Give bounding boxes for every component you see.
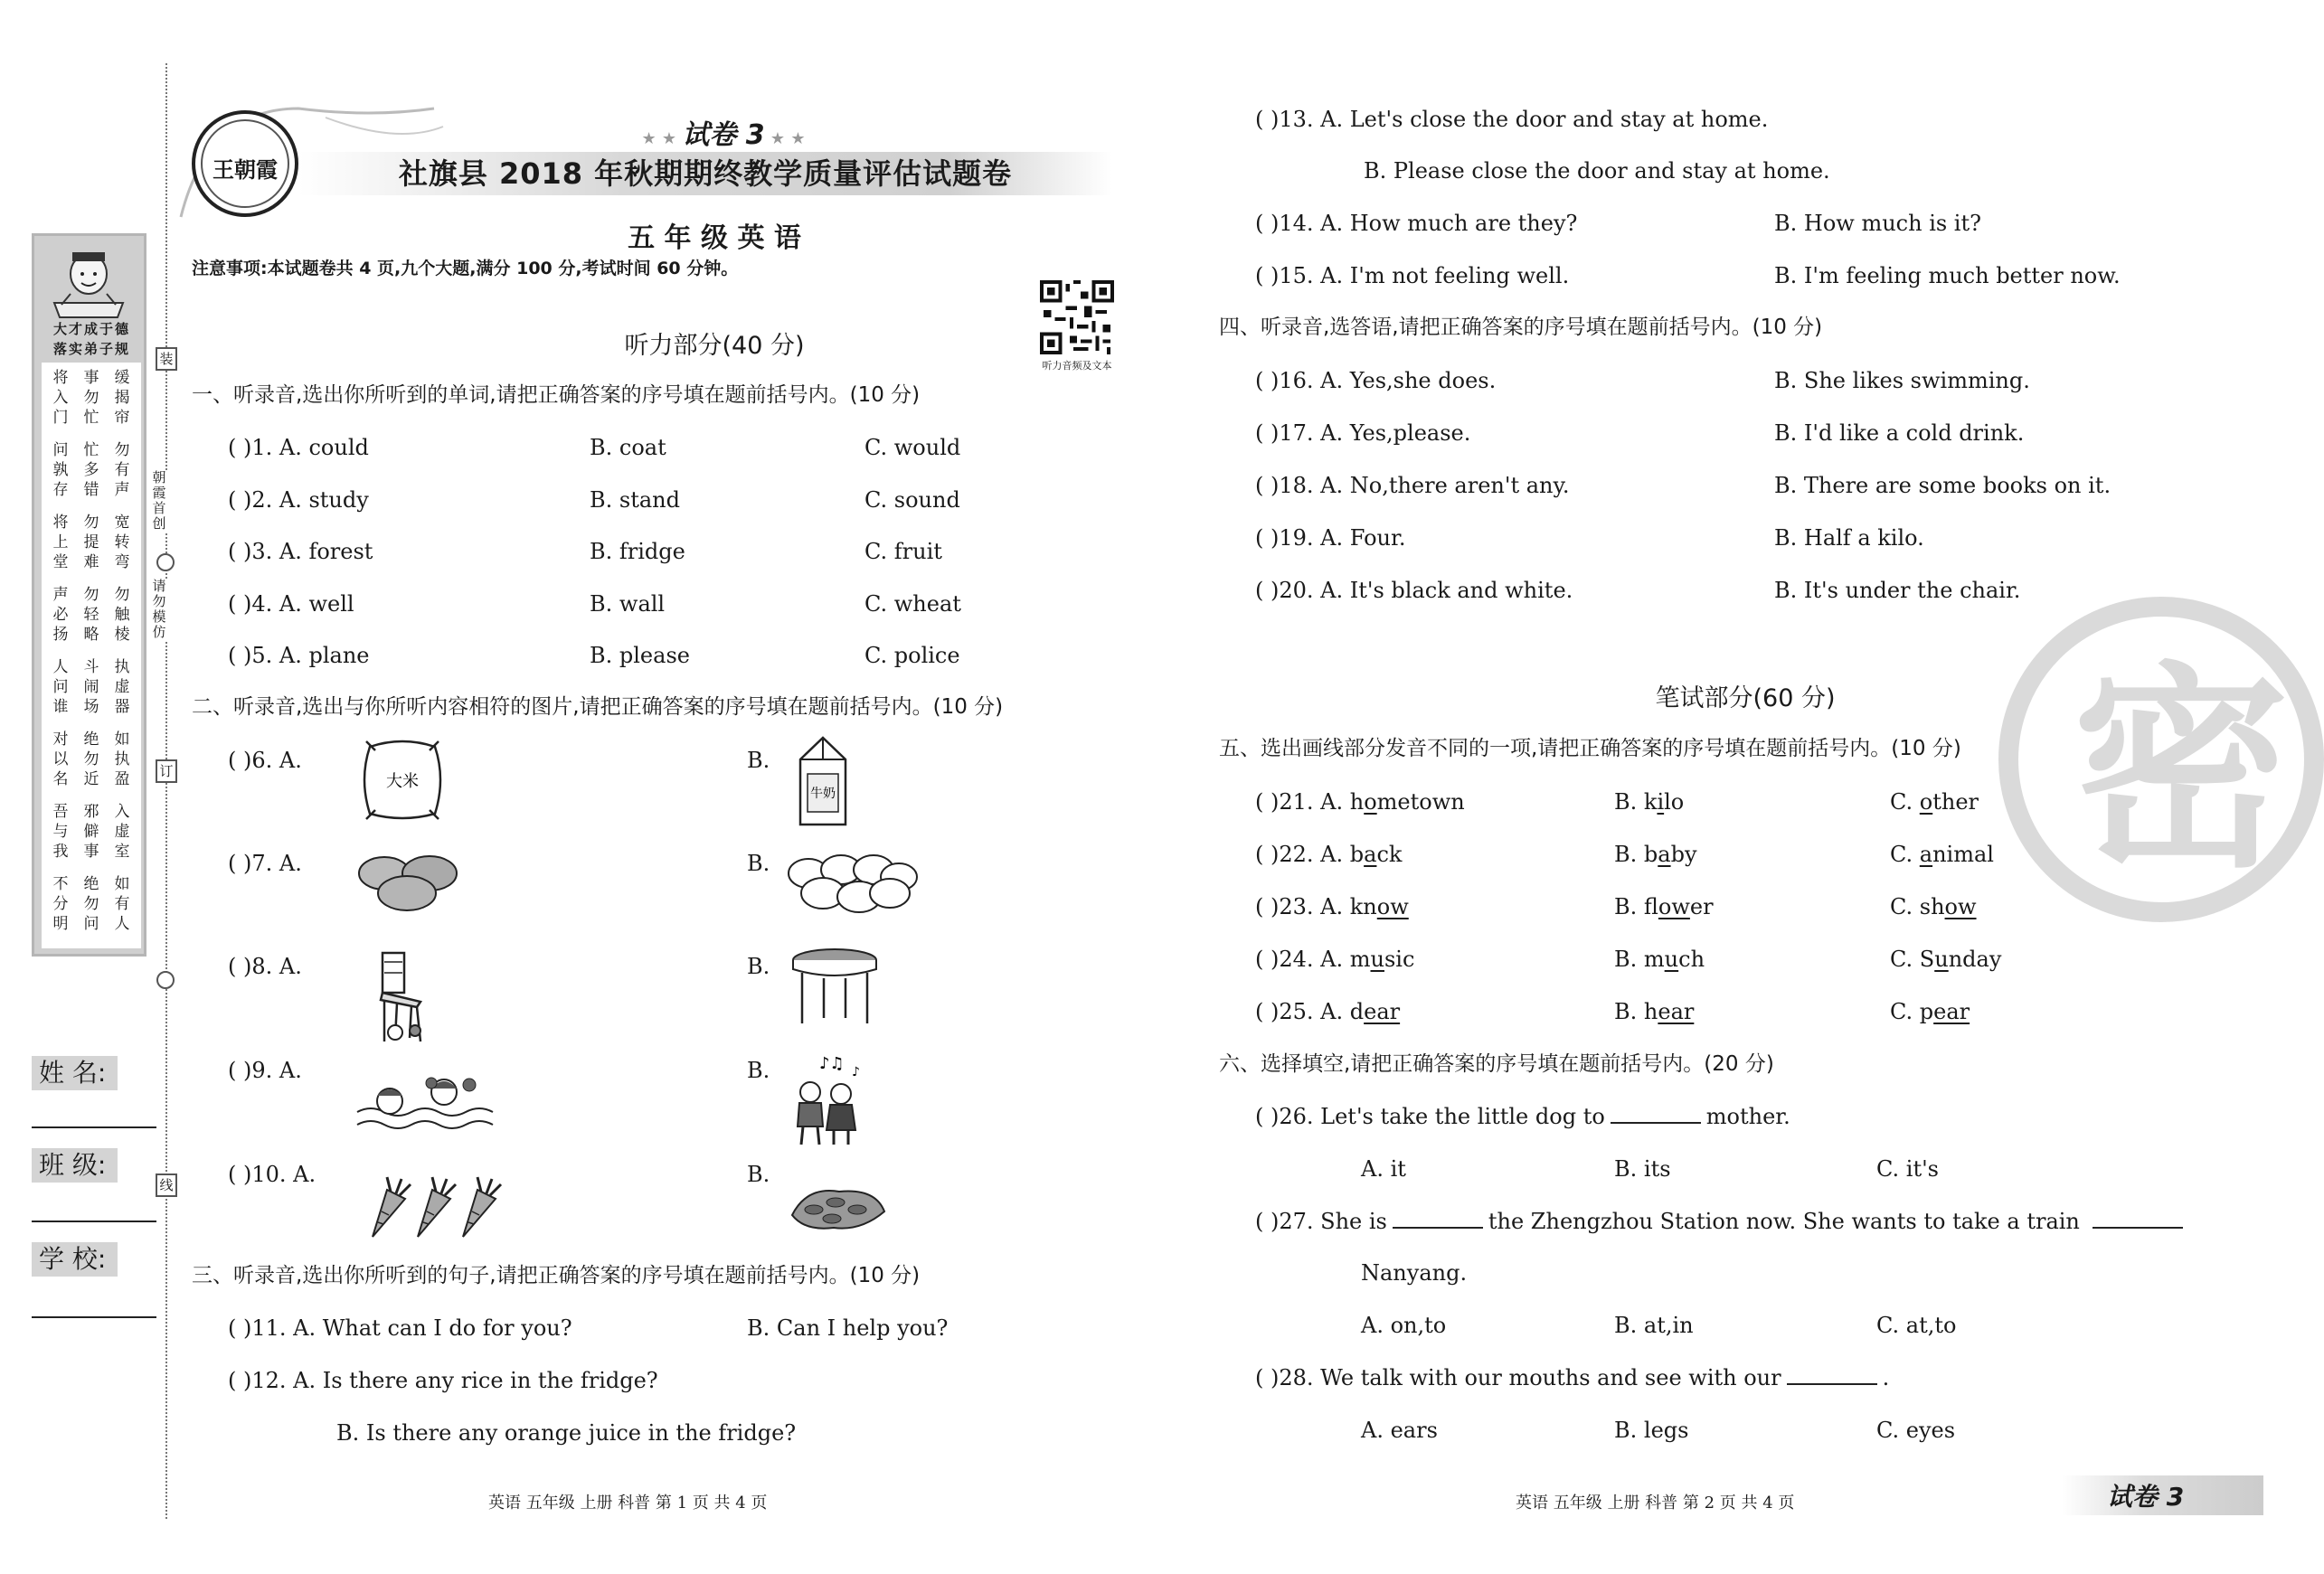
- s4-item-16-option-a: ( )16. A. Yes,she does.: [1255, 368, 1497, 393]
- section4-heading: 四、听录音,选答语,请把正确答案的序号填在题前括号内。(10 分): [1219, 316, 1823, 339]
- poem-char: 有: [114, 895, 130, 913]
- poem-char: 邪: [83, 803, 99, 821]
- logo-text: 王朝霞: [213, 156, 278, 183]
- s5-item-21-option-c: [1890, 788, 1979, 815]
- round-table-image[interactable]: [789, 946, 880, 1027]
- s5-b-part1: B. k: [1614, 789, 1658, 815]
- s5-b-underlined: a: [1658, 842, 1671, 867]
- listening-heading: 听力部分(40 分): [624, 332, 805, 360]
- q27-text-c: Nanyang.: [1361, 1260, 1468, 1286]
- poem-char: 虚: [114, 823, 130, 841]
- poem-char: 明: [52, 915, 69, 933]
- s1-item-2-option-b: B. stand: [590, 486, 680, 513]
- s5-a-part1: m: [1349, 947, 1371, 972]
- section3-heading: 三、听录音,选出你所听到的句子,请把正确答案的序号填在题前括号内。(10 分): [192, 1264, 921, 1287]
- poem-char: 盈: [114, 770, 130, 788]
- q26-option-c: C. it's: [1876, 1156, 1939, 1182]
- name-label: 姓 名:: [32, 1056, 118, 1090]
- poem-char: 人: [52, 658, 69, 676]
- q12-option-a: ( )12. A. Is there any rice in the fridge?: [228, 1368, 658, 1393]
- q27-option-c: C. at,to: [1876, 1313, 1957, 1338]
- sidebar-motto-line-2: 落实弟子规: [52, 341, 130, 357]
- potatoes-image[interactable]: [357, 850, 466, 913]
- poem-char: 宽: [114, 514, 130, 532]
- s1-item-1-option-b: B. coat: [590, 435, 666, 460]
- s4-item-18-option-b: B. There are some books on it.: [1774, 473, 2111, 498]
- q7-label: ( )7. A.: [228, 851, 302, 876]
- poem-char: 弯: [114, 553, 130, 571]
- s1-item-4-option-b: B. wall: [590, 590, 666, 617]
- s5-item-24-option-c: [1890, 946, 2001, 973]
- s5-item-23-option-c: [1890, 893, 1977, 920]
- s1-item-1-option-a: ( )1. A. could: [228, 435, 369, 460]
- s5-b-underlined: i: [1657, 789, 1665, 815]
- s4-item-20-option-a: ( )20. A. It's black and white.: [1255, 578, 1573, 603]
- poem-char: 执: [114, 750, 130, 768]
- poem-char: 勿: [83, 586, 99, 604]
- poem-char: 将: [52, 514, 69, 532]
- s5-b-part1: B. h: [1614, 999, 1658, 1024]
- buns-image[interactable]: [785, 853, 921, 917]
- poem-char: 勿: [83, 750, 99, 768]
- s4-item-17-option-b: B. I'd like a cold drink.: [1774, 420, 2025, 446]
- svg-text:♪: ♪: [852, 1065, 860, 1079]
- poem-char: 转: [114, 533, 130, 551]
- s5-c-part3: nday: [1948, 947, 2002, 972]
- poem-char: 我: [52, 843, 69, 861]
- s5-a-underlined: u: [1370, 947, 1384, 972]
- poem-char: 事: [83, 843, 99, 861]
- s5-item-25-option-a: [1255, 998, 1400, 1025]
- sidebar-motto-line-1: 大才成于德: [52, 321, 130, 337]
- poem-char: 轻: [83, 606, 99, 624]
- q27-option-a: A. on,to: [1361, 1313, 1447, 1338]
- s1-item-5-option-a: ( )5. A. plane: [228, 643, 370, 668]
- svg-text:♪♫: ♪♫: [819, 1054, 845, 1073]
- s5-b-part3: ch: [1678, 947, 1705, 972]
- poem-char: 不: [52, 875, 69, 893]
- s5-item-25-option-b: [1614, 998, 1694, 1025]
- rice-bag-image[interactable]: [357, 734, 448, 825]
- s5-item-24-option-a: [1255, 946, 1414, 973]
- footer-right: 英语 五年级 上册 科普 第 2 页 共 4 页: [1516, 1494, 1795, 1513]
- binding-dotted-line: [165, 63, 167, 1519]
- q11-option-a: ( )11. A. What can I do for you?: [228, 1315, 572, 1341]
- bind-mark-zhuang: 装: [156, 347, 177, 371]
- q13-option-b: B. Please close the door and stay at home.: [1364, 158, 1830, 184]
- section2-heading: 二、听录音,选出与你所听内容相符的图片,请把正确答案的序号填在题前括号内。(10 分): [192, 695, 1004, 719]
- poem-char: 问: [52, 441, 69, 459]
- s5-prefix: ( )24. A.: [1255, 947, 1350, 972]
- s5-c-part1: C. S: [1890, 947, 1935, 972]
- scholar-figure-illustration: [34, 240, 144, 323]
- q28-option-a: A. ears: [1361, 1418, 1438, 1443]
- s5-c-part1: C. p: [1890, 999, 1934, 1024]
- poem-char: 谁: [52, 698, 69, 716]
- s5-b-underlined: ear: [1658, 999, 1695, 1024]
- s5-a-part1: b: [1349, 842, 1365, 867]
- poem-char: 僻: [83, 823, 99, 841]
- q26-option-a: A. it: [1361, 1156, 1406, 1182]
- s5-b-part1: B. fl: [1614, 894, 1658, 919]
- s4-item-19-option-b: B. Half a kilo.: [1774, 525, 1924, 551]
- sidebar-panel: [32, 233, 146, 957]
- s5-a-part3: ck: [1376, 842, 1403, 867]
- s5-prefix: ( )23. A.: [1255, 894, 1350, 919]
- poem-char: 名: [52, 770, 69, 788]
- s5-a-part1: kn: [1349, 894, 1377, 919]
- q26-line: [1255, 1103, 1790, 1130]
- poem-char: 近: [83, 770, 99, 788]
- s1-item-4-option-a: ( )4. A. well: [228, 590, 354, 617]
- s1-item-3-option-b: B. fridge: [590, 539, 685, 564]
- poem-char: 声: [114, 481, 130, 499]
- poem-char: 入: [114, 803, 130, 821]
- poem-char: 忙: [83, 441, 99, 459]
- s5-a-part3: sic: [1384, 947, 1415, 972]
- s5-a-underlined: o: [1364, 789, 1377, 815]
- s5-b-part3: er: [1689, 894, 1714, 919]
- q10-b-label: B.: [747, 1162, 770, 1187]
- s4-item-19-option-a: ( )19. A. Four.: [1255, 525, 1406, 551]
- written-heading: 笔试部分(60 分): [1655, 684, 1836, 712]
- exam-subtitle: 五 年 级 英 语: [628, 222, 801, 254]
- poem-char: 有: [114, 461, 130, 479]
- q9-label: ( )9. A.: [228, 1058, 302, 1083]
- poem-char: 难: [83, 553, 99, 571]
- poem-char: 对: [52, 730, 69, 749]
- s1-item-5-option-c: C. police: [864, 643, 960, 668]
- paper-tag-text: 试卷 3: [682, 119, 765, 151]
- s4-item-16-option-b: B. She likes swimming.: [1774, 368, 2030, 393]
- s4-item-18-option-a: ( )18. A. No,there aren't any.: [1255, 473, 1570, 498]
- class-input-line[interactable]: [32, 1221, 156, 1222]
- s1-item-2-option-c: C. sound: [864, 486, 960, 513]
- beans-image[interactable]: [789, 1179, 888, 1233]
- chair-image[interactable]: [375, 947, 439, 1047]
- s5-b-part3: by: [1670, 842, 1697, 867]
- poem-char: 上: [52, 533, 69, 551]
- poem-char: 声: [52, 586, 69, 604]
- q6-b-label: B.: [747, 748, 770, 773]
- poem-char: 堂: [52, 553, 69, 571]
- school-input-line[interactable]: [32, 1316, 156, 1318]
- q28-option-c: C. eyes: [1876, 1418, 1956, 1443]
- q12-option-b: B. Is there any orange juice in the fridge?: [336, 1420, 797, 1446]
- poem-char: 勿: [83, 389, 99, 407]
- poem-char: 分: [52, 895, 69, 913]
- poem-char: 执: [114, 658, 130, 676]
- q26-text-a: ( )26. Let's take the little dog to: [1255, 1104, 1605, 1129]
- s4-item-20-option-b: B. It's under the chair.: [1774, 578, 2021, 603]
- s5-a-underlined: ear: [1364, 999, 1401, 1024]
- milk-carton-image[interactable]: [791, 734, 855, 828]
- vertical-mark-1: 朝霞首创: [150, 470, 168, 532]
- s5-c-underlined: o: [1919, 789, 1933, 815]
- poem-char: 触: [114, 606, 130, 624]
- s5-b-part3: lo: [1664, 789, 1685, 815]
- s5-a-part1: d: [1349, 999, 1365, 1024]
- q28-blank[interactable]: [1787, 1367, 1877, 1385]
- poem-char: 吾: [52, 803, 69, 821]
- s1-item-3-option-c: C. fruit: [864, 539, 942, 564]
- q27-line: [1255, 1208, 2188, 1235]
- carrots-image[interactable]: [360, 1172, 514, 1244]
- tag-stars-right: ★ ★: [764, 129, 806, 148]
- q11-option-b: B. Can I help you?: [747, 1315, 949, 1341]
- q6-label: ( )6. A.: [228, 748, 302, 773]
- s5-item-23-option-b: [1614, 893, 1714, 920]
- poem-char: 勿: [83, 895, 99, 913]
- exam-notice: 注意事项:本试题卷共 4 页,九个大题,满分 100 分,考试时间 60 分钟。: [192, 259, 739, 278]
- poem-char: 缓: [114, 369, 130, 387]
- poem-char: 如: [114, 875, 130, 893]
- bind-mark-xian: 线: [156, 1173, 177, 1197]
- tag-stars-left: ★ ★: [641, 129, 683, 148]
- q26-text-b: mother.: [1705, 1104, 1790, 1129]
- q8-b-label: B.: [747, 954, 770, 979]
- poem-char: 如: [114, 730, 130, 749]
- s5-c-part1: C. sh: [1890, 894, 1945, 919]
- poem-char: 略: [83, 626, 99, 644]
- section6-heading: 六、选择填空,请把正确答案的序号填在题前括号内。(20 分): [1219, 1052, 1774, 1076]
- s4-item-17-option-a: ( )17. A. Yes,please.: [1255, 420, 1471, 446]
- s5-prefix: ( )21. A.: [1255, 789, 1350, 815]
- poem-char: 必: [52, 606, 69, 624]
- paper-tag: [624, 112, 823, 152]
- poem-char: 勿: [83, 514, 99, 532]
- s5-c-part1: C.: [1890, 789, 1920, 815]
- s5-c-part1: C.: [1890, 842, 1920, 867]
- q27-text-b: the Zhengzhou Station now. She wants to take a train: [1488, 1209, 2080, 1234]
- s5-c-part3: nimal: [1932, 842, 1994, 867]
- q14-option-a: ( )14. A. How much are they?: [1255, 211, 1578, 236]
- s1-item-1-option-c: C. would: [864, 435, 961, 460]
- s5-c-underlined: ear: [1933, 999, 1970, 1024]
- s5-prefix: ( )22. A.: [1255, 842, 1350, 867]
- footer-tag: 试卷 3: [2107, 1482, 2185, 1512]
- poem-char: 将: [52, 369, 69, 387]
- s5-item-22-option-c: [1890, 841, 1994, 868]
- poem-char: 以: [52, 750, 69, 768]
- poem-char: 孰: [52, 461, 69, 479]
- poem-char: 问: [83, 915, 99, 933]
- watermark-text: 密: [2072, 644, 2290, 897]
- poem-char: 事: [83, 369, 99, 387]
- s5-a-underlined: a: [1364, 842, 1377, 867]
- s5-item-22-option-b: [1614, 841, 1697, 868]
- q26-option-b: B. its: [1614, 1156, 1671, 1182]
- s5-item-21-option-a: [1255, 788, 1465, 815]
- s5-c-underlined: a: [1919, 842, 1933, 867]
- s5-prefix: ( )25. A.: [1255, 999, 1350, 1024]
- swimming-kids-image[interactable]: [357, 1065, 493, 1137]
- class-label: 班 级:: [32, 1148, 118, 1183]
- binding-circle-2: [156, 971, 175, 989]
- s1-item-4-option-c: C. wheat: [864, 590, 961, 617]
- q9-b-label: B.: [747, 1058, 770, 1083]
- poem-char: 入: [52, 389, 69, 407]
- poem-char: 棱: [114, 626, 130, 644]
- q27-text-a: ( )27. She is: [1255, 1209, 1387, 1234]
- q8-label: ( )8. A.: [228, 954, 302, 979]
- poem-char: 门: [52, 409, 69, 427]
- s1-item-5-option-b: B. please: [590, 643, 690, 668]
- q13-option-a: ( )13. A. Let's close the door and stay at home.: [1255, 107, 1769, 132]
- s5-item-21-option-b: [1614, 788, 1684, 815]
- milk-carton-label: 牛奶: [810, 787, 836, 801]
- vertical-mark-2: 请勿模仿: [150, 579, 168, 640]
- qr-code[interactable]: [1040, 280, 1114, 354]
- poem-char: 闹: [83, 678, 99, 696]
- q26-blank[interactable]: [1611, 1106, 1701, 1124]
- s5-a-underlined: ow: [1376, 894, 1409, 919]
- bind-mark-ding: 订: [156, 759, 177, 783]
- poem-char: 与: [52, 823, 69, 841]
- s5-b-part1: B. m: [1614, 947, 1665, 972]
- logo-badge: [192, 110, 298, 217]
- poem-char: 提: [83, 533, 99, 551]
- s5-item-23-option-a: [1255, 893, 1409, 920]
- s1-item-2-option-a: ( )2. A. study: [228, 486, 369, 513]
- q27-blank-2[interactable]: [2093, 1211, 2183, 1229]
- s5-c-underlined: u: [1934, 947, 1949, 972]
- footer-left: 英语 五年级 上册 科普 第 1 页 共 4 页: [488, 1494, 768, 1513]
- s1-item-3-option-a: ( )3. A. forest: [228, 539, 373, 564]
- q10-label: ( )10. A.: [228, 1162, 316, 1187]
- q7-b-label: B.: [747, 851, 770, 876]
- poem-char: 斗: [83, 658, 99, 676]
- section1-heading: 一、听录音,选出你所听到的单词,请把正确答案的序号填在题前括号内。(10 分): [192, 383, 921, 407]
- q27-option-b: B. at,in: [1614, 1313, 1694, 1338]
- s5-item-24-option-b: [1614, 946, 1705, 973]
- poem-char: 室: [114, 843, 130, 861]
- poem-char: 扬: [52, 626, 69, 644]
- binding-circle-1: [156, 553, 175, 571]
- poem-char: 场: [83, 698, 99, 716]
- q14-option-b: B. How much is it?: [1774, 211, 1981, 236]
- q27-blank-1[interactable]: [1393, 1211, 1483, 1229]
- s5-a-part1: h: [1349, 789, 1365, 815]
- poem-char: 问: [52, 678, 69, 696]
- s5-b-underlined: u: [1664, 947, 1679, 972]
- poem-char: 勿: [114, 586, 130, 604]
- s5-item-22-option-a: [1255, 841, 1402, 868]
- school-label: 学 校:: [32, 1242, 118, 1277]
- poem-char: 多: [83, 461, 99, 479]
- exam-title: 社旗县 2018 年秋期期终教学质量评估试题卷: [398, 156, 1013, 191]
- watermark-seal: [1998, 597, 2324, 922]
- poem-char: 虚: [114, 678, 130, 696]
- poem-char: 帘: [114, 409, 130, 427]
- q28-option-b: B. legs: [1614, 1418, 1689, 1443]
- q28-text-a: ( )28. We talk with our mouths and see with our: [1255, 1365, 1781, 1390]
- s5-b-part1: B. b: [1614, 842, 1658, 867]
- q15-option-b: B. I'm feeling much better now.: [1774, 263, 2121, 288]
- qr-caption: 听力音频及文本: [1042, 360, 1112, 372]
- name-input-line[interactable]: [32, 1126, 156, 1128]
- poem-char: 器: [114, 698, 130, 716]
- q28-line: [1255, 1364, 1889, 1391]
- poem-char: 忙: [83, 409, 99, 427]
- q15-option-a: ( )15. A. I'm not feeling well.: [1255, 263, 1570, 288]
- rice-bag-label: 大米: [386, 772, 419, 791]
- s5-a-part3: metown: [1376, 789, 1465, 815]
- poem-char: 揭: [114, 389, 130, 407]
- s5-item-25-option-c: [1890, 998, 1970, 1025]
- s5-c-underlined: ow: [1944, 894, 1977, 919]
- poem-char: 勿: [114, 441, 130, 459]
- poem-char: 错: [83, 481, 99, 499]
- q28-text-b: .: [1882, 1365, 1890, 1390]
- s5-c-part3: ther: [1932, 789, 1979, 815]
- poem-char: 绝: [83, 875, 99, 893]
- sidebar-poem: [42, 363, 141, 948]
- s5-b-underlined: ow: [1658, 894, 1690, 919]
- singing-kids-image[interactable]: [787, 1051, 877, 1150]
- section5-heading: 五、选出画线部分发音不同的一项,请把正确答案的序号填在题前括号内。(10 分): [1219, 737, 1961, 760]
- poem-char: 人: [114, 915, 130, 933]
- poem-char: 存: [52, 481, 69, 499]
- poem-char: 绝: [83, 730, 99, 749]
